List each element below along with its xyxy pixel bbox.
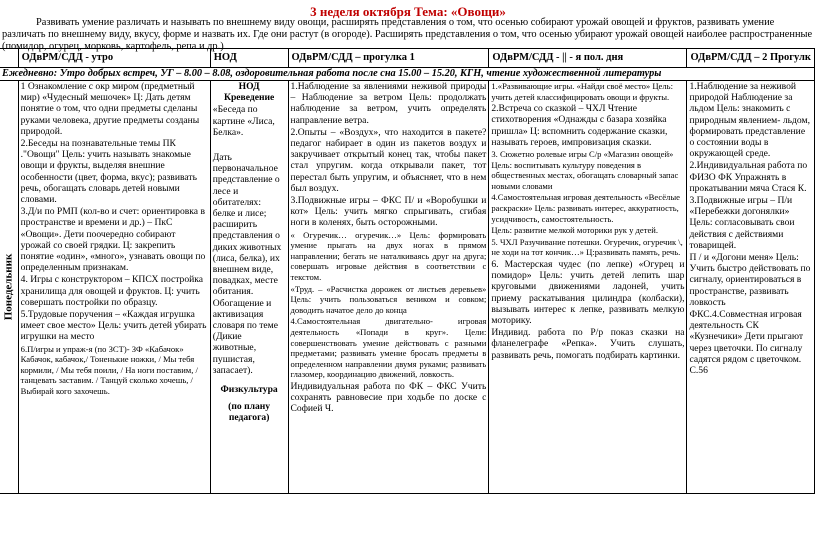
afternoon-item: 5. ЧХЛ Разучивание потешки. Огуречик, огуречик \, не ходи на тот кончик…» Ц:развивать память, речь. [491,236,683,258]
afternoon-item: 6. Мастерская чудес (по лепке) «Огурец и помидор» Цель: учить детей лепить шар круговыми движениями ладоней, учить приему раскатывания цилиндра (колбаски), вызывать интерес к лепке, развивать мелкую моторику. [491,258,685,326]
walk2-item: ФКС.4.Совместная игровая деятельность СК «Кузнечики» Дети прыгают через цветочки. По сигналу садятся рядом с цветочком. С.56 [689,309,804,377]
nod-text: Дать первоначальное представление о лесе и обитателях: белке и лисе; расширить представления о диких животных (лиса, белка), их внешнем виде, повадках, месте обитания. Обогащение и активизация словаря по теме (Дикие животные, пушистая, запасает). [212,152,282,376]
nod-pe-plan: (по плану педагога) [228,401,271,424]
nod-heading: НОД Креведение [223,81,275,104]
header-morning: ОДвРМ/СДД - утро [18,49,210,68]
nod-text: «Беседа по картине «Лиса, Белка». [212,104,275,138]
nod-cell [210,81,288,494]
afternoon-cell [489,81,687,494]
afternoon-item: 4.Самостоятельная игровая деятельность «Весёлые раскраски» Цель: развивать интерес, аккуратность, усидчивость, самостоятельность. [491,192,680,224]
walk2-item: 3.Подвижные игры – П/и «Перебежки догонялки» Цель: согласовывать свои действия с действиями товарищей. [689,195,795,251]
walk1-item: 3.Подвижные игры – ФКС П/ и «Воробушки и кот» Цель: учить мягко спрыгивать, сгибая ноги в коленях, быть осторожными. [290,195,487,229]
monday-row [0,81,815,494]
walk2-item: 1.Наблюдение за неживой природой Наблюдение за льдом Цель: знакомить с природным явлением- льдом, формировать представление о состоянии воды в окружающей среде. [689,81,810,160]
walk1-item: 4.Самостоятельная двигательно- игровая деятельность «Попади в круг». Цели: совершенствовать умение действовать с разными предметами; развивать умение бросать предметы в определенном направлении двумя руками; развивать глазомер, координацию движений, ловкость. [290,316,487,380]
walk1-item: 2.Опыты – «Воздух», что находится в пакете? педагог набирает в один из пакетов воздух и закручивает открытый конец так, чтобы пакет стал упругим. когда открывали пакет, тот перестал быть упругим, и объясняет, что в нем был воздух. [290,126,487,194]
header-walk1: ОДвРМ/СДД – прогулка 1 [288,49,489,68]
day-label: Понедельник [2,253,15,321]
morning-item: 3.Д/и по РМП (кол-во и счет: ориентировка в пространстве и времени и др.) – ПкС «Овощи». Дети поочередно собирают урожай со своей грядки. Ц: закрепить понятие «один», «много», узнавать овощи по определенным признакам. [20,206,206,274]
weekly-plan-table [0,48,815,494]
afternoon-item: 2.Встреча со сказкой – ЧХЛ Чтение стихотворения «Однажды с базара хозяйка пришла» Ц: вспомнить содержание сказки, называть героев, импровизация сказки. [491,103,668,148]
walk1-item: «Труд. – «Расчистка дорожек от листьев деревьев» Цель: учить пользоваться веником и совком; доводить начатое дело до конца [290,283,487,315]
daily-row [0,68,815,81]
afternoon-item: 1.«Развивающие игры. «Найди своё место» Цель: учить детей классифицировать овощи и фрукты. [491,81,673,102]
header-afternoon: ОДвРМ/СДД - || - я пол. дня [489,49,687,68]
table-header-row [0,49,815,68]
morning-item: 4. Игры с конструктором – КПСХ постройка хранилища для овощей и фруктов. Ц: учить совершать постройки по образцу. [20,274,204,308]
page-title: 3 неделя октября Тема: «Овощи» [310,4,506,19]
afternoon-item: Индивид. работа по Р/р показ сказки на фланелеграфе «Репка». Учить слушать, развивать речь, помогать подбирать картинки. [491,327,685,361]
header-walk2: ОДвРМ/СДД – 2 Прогулк [687,49,815,68]
morning-cell [18,81,210,494]
nod-pe: Физкультура [220,384,278,396]
daily-routine: Ежедневно: Утро добрых встреч, УГ – 8.00 – 8.08, оздоровительная работа после сна 15.00 – 15.20, КГН, чтение художественной литературы [0,68,815,81]
week-goal-text: Развивать умение различать и называть по внешнему виду овощи, расширять представления о том, что осенью собирают урожай овощей и фруктов, развивать умение различать по внешнему виду, вкусу, форме и назвать их. Где они растут (в огороде). Расширять представления о том, что осенью убирают урожай овощей наиболее распространенные (помидор, огурец, морковь, картофель, репа и др.) [2,17,813,52]
afternoon-item: Цель: развитие мелкой моторики рук у детей. [491,225,659,236]
walk2-item: П / и «Догони меня» Цель: Учить быстро действовать по сигналу, ориентироваться в пространстве, развивать ловкость [689,252,811,308]
day-cell [0,81,18,494]
morning-item: 6.П/игры и упраж-я (по ЗСТ)- ЗФ «Кабачок» Кабачок, кабачок,/ Тоненькие ножки, / Мы тебя кормили, / Мы тебя поили, / На ноги поставим, / танцевать заставим. / Танцуй сколько хочешь, /Выбирай кого захочешь. [20,343,198,397]
header-nod: НОД [210,49,288,68]
walk2-cell [687,81,815,494]
afternoon-item: 3. Сюжетно ролевые игры С/р «Магазин овощей» Цель: воспитывать культуру поведения в общественных местах, обогащать словарный запас новыми словами [491,149,679,191]
morning-item: 2.Беседы на познавательные темы ПК ."Овощи" Цель: учить называть знакомые овощи и фрукты, выделяя внешние особенности (цвет, форма, вкус); развивать речь, обогащать словарь детей новыми словами. [20,138,197,206]
walk1-item: 1.Наблюдение за явлениями неживой природы – Наблюдение за ветром Цель: продолжать наблюдение за ветром, учить определять направление ветра. [290,81,487,126]
walk1-cell [288,81,489,494]
walk1-item: « Огуречик… огуречик…» Цель: формировать умение прыгать на двух ногах в прямом направлении; бегать не наталкиваясь друг на друга; совершать игровые действия в соответствии с текстом. [290,229,487,283]
morning-item: 1 Ознакомление с окр миром (предметный мир) «Чудесный мешочек» Ц: Дать детям понятие о том, что одни предметы сделаны руками человека, другие предметы созданы природой. [20,81,200,137]
walk2-item: 2.Индивидуальная работа по ФИЗО ФК Упражнять в прокатывании мяча Стася К. [689,160,808,194]
walk1-item: Индивидуальная работа по ФК – ФКС Учить сохранять равновесие при ходьбе по доске с Софией Ч. [290,380,487,415]
morning-item: 5.Трудовые поручения – «Каждая игрушка имеет свое место» Цель: учить детей убирать игрушки на место [20,309,207,343]
